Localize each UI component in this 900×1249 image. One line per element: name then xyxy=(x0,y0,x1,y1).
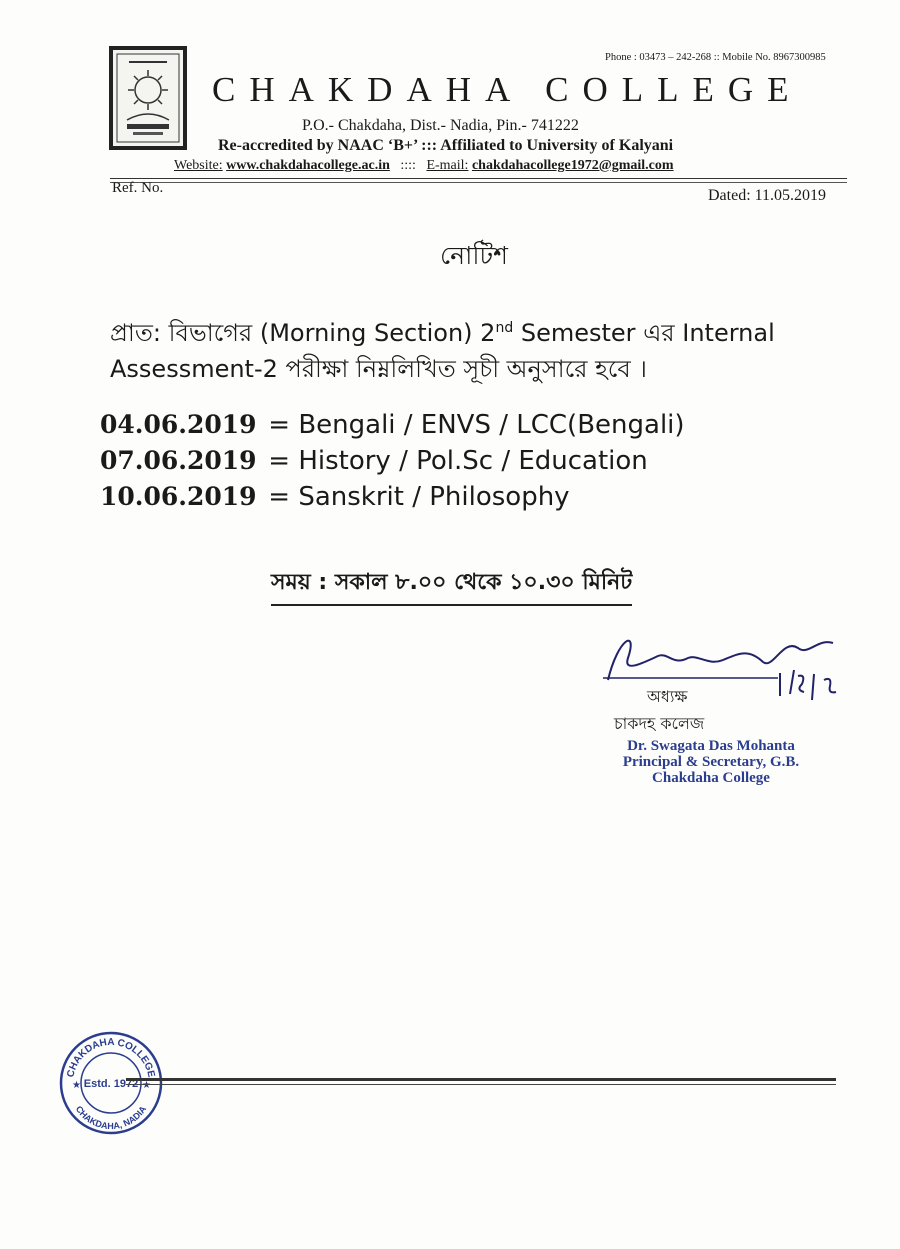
schedule-subjects: = History / Pol.Sc / Education xyxy=(268,446,648,476)
schedule-subjects: = Bengali / ENVS / LCC(Bengali) xyxy=(268,410,685,440)
footer-divider xyxy=(126,1078,836,1081)
stamp-title: Principal & Secretary, G.B. xyxy=(622,754,800,770)
schedule-date: 10.06.2019 xyxy=(100,482,257,511)
notice-paragraph xyxy=(110,310,850,387)
principal-stamp xyxy=(606,738,816,786)
college-seal-stamp xyxy=(58,1030,164,1136)
contact-separator: :::: xyxy=(400,158,416,173)
schedule-date: 07.06.2019 xyxy=(100,446,257,475)
schedule-subjects: = Sanskrit / Philosophy xyxy=(268,482,570,512)
schedule-row xyxy=(100,410,685,446)
svg-text:Estd. 1972: Estd. 1972 xyxy=(83,1078,139,1090)
header-divider-thin xyxy=(110,182,847,183)
schedule-row xyxy=(100,482,685,518)
svg-text:CHAKDAHA, NADIA: CHAKDAHA, NADIA xyxy=(73,1104,149,1132)
signatory-college: চাকদহ কলেজ xyxy=(614,714,705,733)
footer-divider-thin xyxy=(126,1084,836,1085)
college-logo xyxy=(109,46,187,150)
signatory-role: অধ্যক্ষ xyxy=(647,687,688,706)
logo-emblem-icon xyxy=(113,50,183,146)
paragraph-part-2: Semester এর Internal Assessment-2 পরীক্ষা নিম্নলিখিত সূচী অনুসারে হবে । xyxy=(110,319,775,383)
stamp-college: Chakdaha College xyxy=(652,770,770,786)
header-divider xyxy=(110,178,847,179)
phone-numbers: Phone : 03473 – 242-268 :: Mobile No. 8967300985 xyxy=(605,52,826,63)
notice-title: নোটিশ xyxy=(440,241,508,270)
reference-number: Ref. No. xyxy=(112,180,164,196)
exam-time: সময় : সকাল ৮.০০ থেকে ১০.৩০ মিনিট xyxy=(271,565,632,606)
paragraph-part-1: প্রাত: বিভাগের (Morning Section) 2 xyxy=(110,319,496,347)
schedule-date: 04.06.2019 xyxy=(100,410,257,439)
website-link[interactable]: www.chakdahacollege.ac.in xyxy=(226,158,390,173)
email-label: E-mail: xyxy=(426,158,469,173)
handwritten-signature xyxy=(598,618,848,708)
svg-text:CHAKDAHA COLLEGE: CHAKDAHA COLLEGE xyxy=(65,1036,157,1079)
accreditation-line: Re-accredited by NAAC ‘B+’ ::: Affiliated to University of Kalyani xyxy=(218,137,674,154)
college-name: CHAKDAHA COLLEGE xyxy=(212,70,803,109)
contact-line xyxy=(174,158,674,174)
svg-text:★: ★ xyxy=(72,1080,81,1091)
paragraph-superscript: nd xyxy=(495,320,514,336)
svg-text:★: ★ xyxy=(142,1080,151,1091)
website-label: Website: xyxy=(174,158,223,173)
email-link[interactable]: chakdahacollege1972@gmail.com xyxy=(471,158,674,173)
schedule-row xyxy=(100,446,685,482)
college-address: P.O.- Chakdaha, Dist.- Nadia, Pin.- 741222 xyxy=(302,117,579,134)
stamp-name: Dr. Swagata Das Mohanta xyxy=(627,738,795,754)
notice-date: Dated: 11.05.2019 xyxy=(708,187,827,204)
exam-schedule xyxy=(100,410,685,518)
